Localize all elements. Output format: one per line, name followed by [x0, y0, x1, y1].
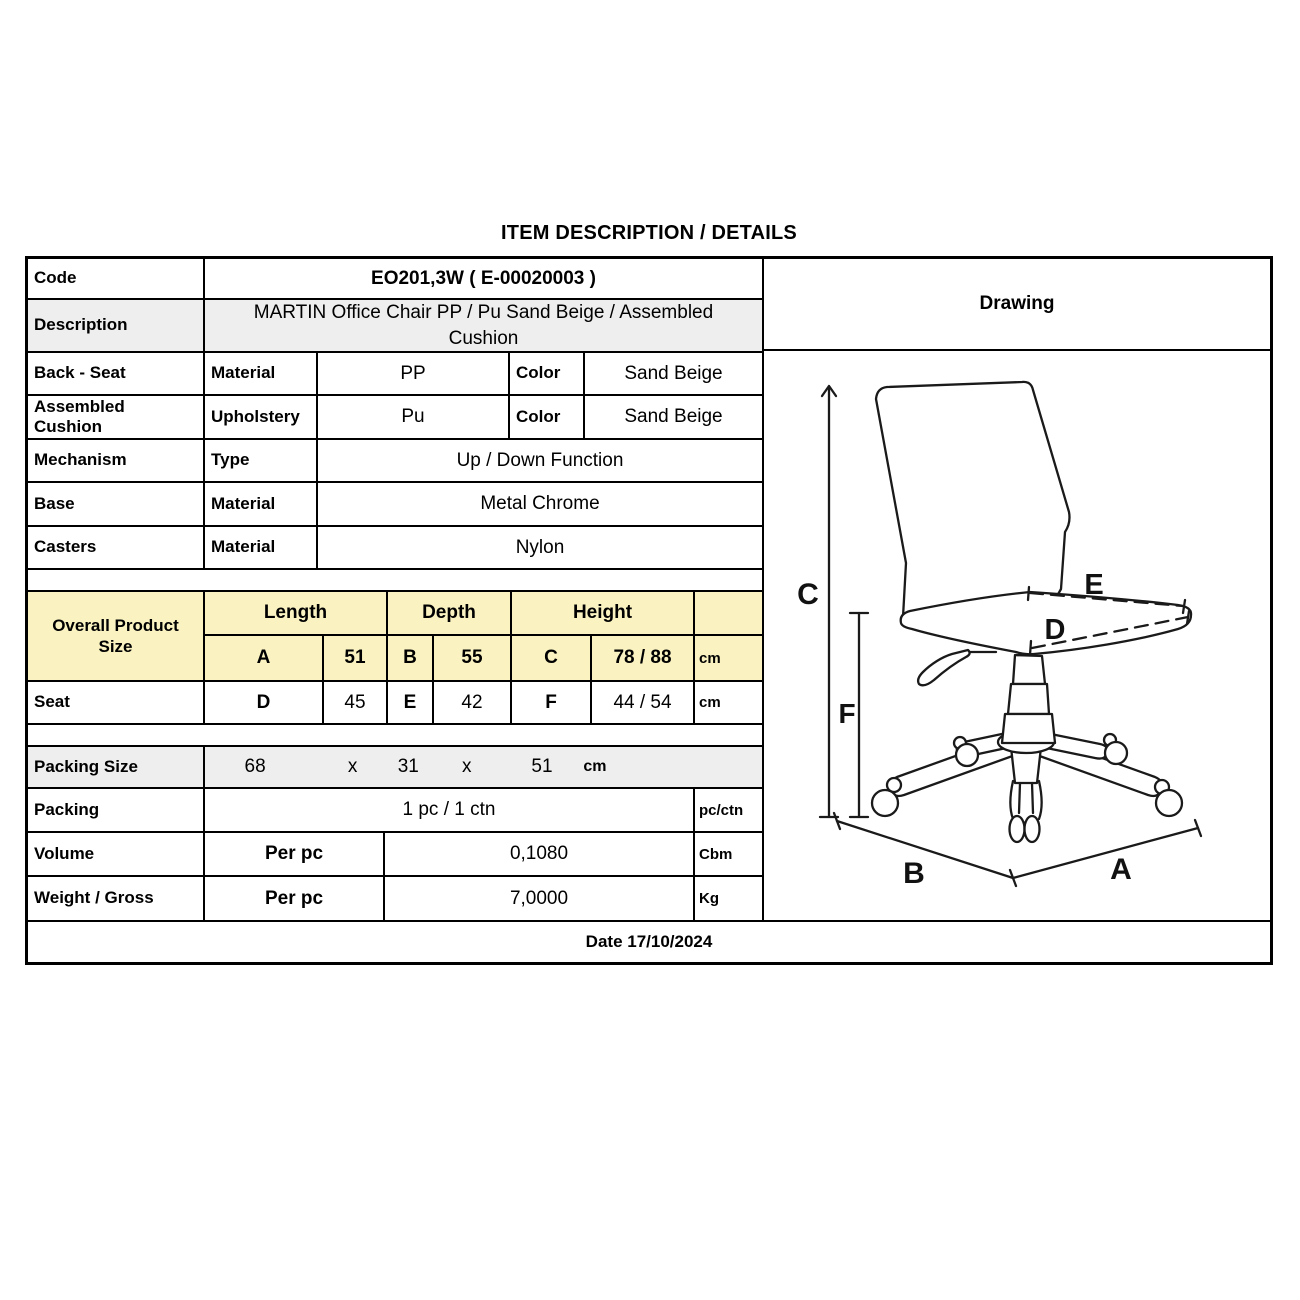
description-value: MARTIN Office Chair PP / Pu Sand Beige / Assembled Cushion [253, 301, 714, 349]
dim-f-value-cell [592, 682, 695, 723]
packing-size-row [28, 747, 762, 789]
chair-line-art [764, 351, 1270, 918]
chair-lever [918, 650, 970, 685]
drawing-panel [762, 259, 1270, 920]
volume-unit: Cbm [699, 845, 733, 863]
casters-material-label-cell [205, 527, 318, 568]
label-b: B [903, 857, 925, 890]
seat-unit: cm [699, 694, 721, 711]
dim-c-value: 78 / 88 [613, 647, 672, 668]
dim-c-letter-cell [512, 636, 592, 680]
dim-b-letter-cell [388, 636, 434, 680]
base-value: Metal Chrome [480, 493, 600, 514]
back-seat-color-value-cell [585, 353, 762, 394]
mechanism-type-label-cell [205, 440, 318, 481]
size-unit-cell [695, 636, 762, 680]
dim-c-value-cell [592, 636, 695, 680]
chair-drawing [764, 351, 1270, 918]
seat-unit-cell [695, 682, 762, 723]
assembled-cushion-label: Assembled Cushion [34, 396, 125, 436]
volume-value-cell [385, 833, 695, 875]
spec-sheet-table [25, 256, 1273, 965]
height-header-cell [512, 592, 695, 634]
dim-f-letter-cell [512, 682, 592, 723]
date-row [28, 920, 1270, 962]
overall-size-grid [205, 592, 762, 680]
page-title: ITEM DESCRIPTION / DETAILS [501, 222, 797, 244]
upholstery-label: Upholstery [211, 406, 300, 426]
weight-unit-cell [695, 877, 762, 920]
volume-label: Volume [34, 843, 95, 863]
assembled-cushion-row [28, 396, 762, 440]
upholstery-label-cell [205, 396, 318, 438]
material-label: Material [211, 493, 276, 513]
chair-gas-lift [1013, 655, 1045, 684]
packing-sep: x [347, 756, 358, 777]
label-e: E [1084, 569, 1104, 601]
base-value-cell [318, 483, 762, 525]
packing-size-label-cell [28, 747, 205, 787]
back-seat-material-value-cell [318, 353, 510, 394]
dim-b-value: 55 [461, 647, 483, 668]
packing-value: 1 pc / 1 ctn [402, 799, 496, 820]
base-label-cell [28, 483, 205, 525]
weight-value: 7,0000 [509, 887, 569, 909]
packing-dim-3: 51 [531, 756, 553, 777]
seat-label: Seat [34, 692, 70, 712]
overall-size-block [28, 592, 762, 682]
size-values-row [205, 636, 762, 680]
back-seat-label: Back - Seat [34, 363, 126, 383]
volume-per: Per pc [264, 843, 324, 864]
dim-c-letter: C [544, 647, 558, 668]
depth-header-cell [388, 592, 512, 634]
packing-value-cell [205, 789, 695, 831]
height-header: Height [572, 602, 633, 623]
chair-front-caster [1010, 781, 1042, 842]
weight-unit: Kg [699, 890, 719, 907]
packing-sep: x [462, 756, 472, 777]
description-label-cell [28, 300, 205, 351]
size-group-header-row [205, 592, 762, 636]
overall-size-label-cell [28, 592, 205, 680]
weight-per-cell [205, 877, 385, 920]
volume-label-cell [28, 833, 205, 875]
description-value-cell [205, 300, 762, 351]
packing-label-cell [28, 789, 205, 831]
mechanism-value-cell [318, 440, 762, 481]
weight-label-cell [28, 877, 205, 920]
code-label: Code [34, 268, 77, 288]
dim-b-value-cell [434, 636, 512, 680]
type-label: Type [211, 450, 250, 470]
weight-label: Weight / Gross [34, 888, 154, 908]
dim-e-letter-cell [388, 682, 434, 723]
seat-row [28, 682, 762, 725]
upholstery-value-cell [318, 396, 510, 438]
length-header-cell [205, 592, 388, 634]
label-d: D [1044, 614, 1066, 646]
date-value: Date 17/10/2024 [585, 932, 713, 951]
packing-row [28, 789, 762, 833]
description-row [28, 300, 762, 353]
material-label: Material [211, 363, 276, 383]
drawing-title: Drawing [764, 259, 1270, 351]
packing-unit: pc/ctn [699, 801, 744, 819]
volume-row [28, 833, 762, 877]
packing-dim-2: 31 [397, 756, 419, 777]
packing-size-label: Packing Size [34, 756, 138, 776]
mechanism-row [28, 440, 762, 483]
dim-a-value: 51 [344, 647, 366, 668]
back-seat-row [28, 353, 762, 396]
packing-label: Packing [34, 799, 100, 819]
seat-label-cell [28, 682, 205, 723]
upholstery-value: Pu [401, 406, 425, 427]
base-label: Base [34, 493, 75, 513]
code-row [28, 259, 762, 300]
label-a: A [1110, 853, 1132, 886]
dim-line-c [820, 386, 838, 817]
code-value-cell [205, 259, 762, 298]
dim-d-value: 45 [344, 691, 366, 713]
code-label-cell [28, 259, 205, 298]
dim-d-value-cell [324, 682, 388, 723]
packing-dim-1: 68 [244, 756, 266, 777]
casters-label: Casters [34, 537, 97, 557]
chair-backrest [876, 382, 1070, 617]
length-header: Length [263, 602, 328, 623]
color-label: Color [516, 363, 561, 383]
cushion-color-label-cell [510, 396, 585, 438]
base-row [28, 483, 762, 527]
label-c: C [797, 578, 819, 611]
back-seat-material-label-cell [205, 353, 318, 394]
overall-size-label: Overall Product Size [52, 615, 179, 656]
dim-e-letter: E [403, 691, 417, 713]
cushion-color-value-cell [585, 396, 762, 438]
dim-f-letter: F [545, 691, 557, 713]
assembled-cushion-label-cell [28, 396, 205, 438]
volume-per-cell [205, 833, 385, 875]
dim-d-letter: D [256, 691, 271, 713]
casters-row [28, 527, 762, 570]
size-unit: cm [699, 649, 721, 667]
mechanism-label: Mechanism [34, 450, 127, 470]
back-seat-label-cell [28, 353, 205, 394]
dim-d-letter-cell [205, 682, 324, 723]
spacer-row [28, 570, 762, 592]
color-label: Color [516, 406, 561, 426]
packing-size-value-cell [205, 747, 762, 787]
depth-header: Depth [422, 602, 476, 623]
mechanism-label-cell [28, 440, 205, 481]
material-label: Material [211, 537, 276, 557]
spec-table-left-section [28, 259, 762, 920]
base-material-label-cell [205, 483, 318, 525]
weight-row [28, 877, 762, 920]
weight-value-cell [385, 877, 695, 920]
dim-b-letter: B [403, 647, 417, 668]
label-f: F [838, 698, 856, 729]
back-seat-color-label-cell [510, 353, 585, 394]
packing-unit-cell [695, 789, 762, 831]
casters-value: Nylon [515, 536, 565, 558]
description-label: Description [34, 315, 128, 335]
weight-per: Per pc [264, 887, 324, 909]
spacer-row [28, 725, 762, 747]
dim-e-value-cell [434, 682, 512, 723]
material-value: PP [400, 362, 426, 384]
color-value: Sand Beige [624, 406, 723, 427]
dim-a-value-cell [324, 636, 388, 680]
mechanism-value: Up / Down Function [456, 449, 624, 471]
volume-value: 0,1080 [509, 843, 569, 864]
code-value: EO201,3W ( E-00020003 ) [371, 267, 596, 289]
dim-a-letter-cell [205, 636, 324, 680]
casters-label-cell [28, 527, 205, 568]
casters-value-cell [318, 527, 762, 568]
volume-unit-cell [695, 833, 762, 875]
dim-e-value: 42 [461, 691, 483, 713]
size-unit-header-cell [695, 592, 762, 634]
packing-size-unit: cm [583, 758, 607, 775]
color-value: Sand Beige [624, 362, 723, 384]
dim-f-value: 44 / 54 [613, 691, 672, 713]
dim-a-letter: A [256, 647, 271, 668]
